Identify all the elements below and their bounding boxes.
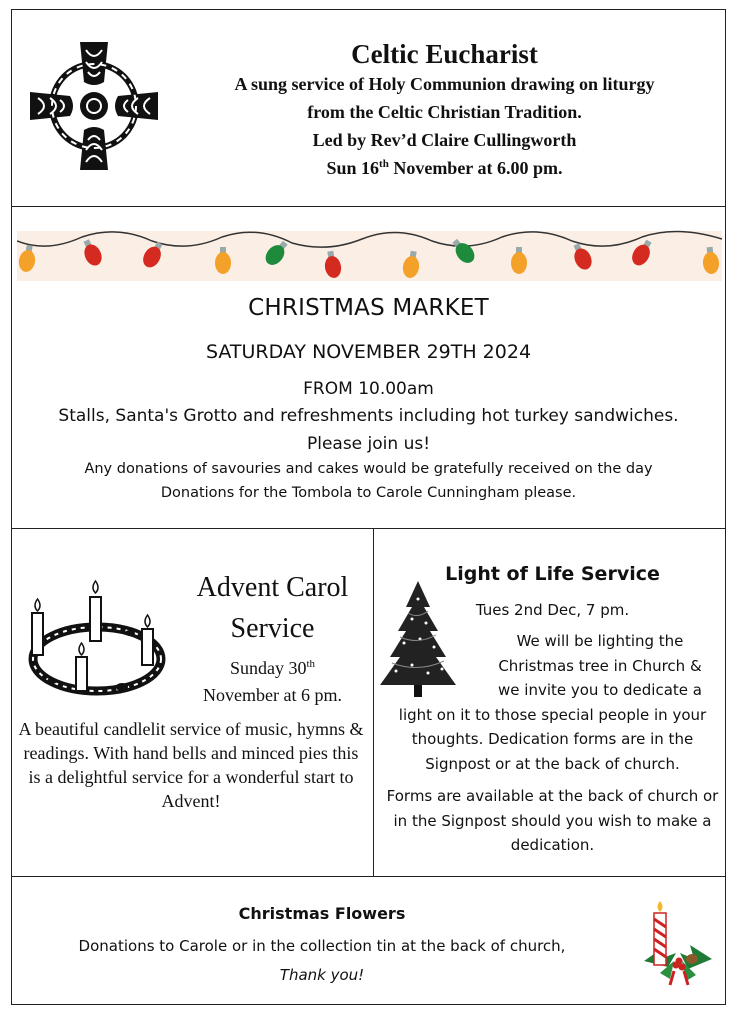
advent-description: A beautiful candlelit service of music, hymns & readings. With hand bells and minced pies this is a delightful service for a wonderful start to Advent!: [18, 719, 364, 811]
advent-title-line-1: Advent Carol: [196, 572, 349, 603]
flowers-thanks: Thank you!: [279, 966, 365, 984]
light-of-life-description: [380, 629, 725, 776]
celtic-line-2: from the Celtic Christian Tradition.: [307, 102, 582, 122]
advent-date-pre: Sunday 30: [229, 658, 307, 678]
advent-wreath-icon: [22, 577, 172, 707]
market-donations-1: Any donations of savouries and cakes would be gratefully received on the day: [84, 461, 653, 477]
light-of-life-date: Tues 2nd Dec, 7 pm.: [475, 601, 630, 619]
flowers-text: Donations to Carole or in the collection tin at the back of church,: [78, 937, 566, 955]
market-title: CHRISTMAS MARKET: [248, 295, 489, 321]
light-of-life-desc-4: light on it to those special people in your thoughts. Dedication forms are in the Signpost or at the back of church.: [398, 705, 707, 773]
market-time: FROM 10.00am: [303, 379, 434, 399]
market-join: Please join us!: [306, 434, 431, 454]
candle-holly-icon: [640, 899, 715, 989]
celtic-line-3: Led by Rev’d Claire Cullingworth: [312, 130, 577, 150]
market-stalls: Stalls, Santa's Grotto and refreshments including hot turkey sandwiches.: [58, 406, 679, 426]
celtic-eucharist-section: [12, 10, 725, 207]
column-divider: [373, 529, 374, 876]
light-of-life-forms: Forms are available at the back of church or in the Signpost should you wish to make a dedication.: [386, 787, 719, 854]
celtic-text-block: [172, 38, 717, 182]
light-of-life-title: Light of Life Service: [445, 563, 660, 585]
celtic-date-post: November at 6.00 pm.: [388, 158, 563, 178]
celtic-line-1: A sung service of Holy Communion drawing on liturgy: [234, 74, 655, 94]
advent-date-sup: th: [306, 658, 316, 670]
light-of-life-desc-1: We will be lighting the: [516, 632, 684, 650]
advent-date-line-1: [180, 655, 365, 682]
advent-date-line-2: November at 6 pm.: [203, 685, 342, 705]
christmas-market-section: [12, 207, 725, 529]
celtic-date-sup: th: [379, 158, 389, 170]
advent-title: [180, 567, 365, 649]
celtic-title: Celtic Eucharist: [351, 39, 538, 69]
celtic-date-pre: Sun 16: [326, 158, 380, 178]
celtic-cross-icon: [28, 40, 160, 172]
light-of-life-desc-3: we invite you to dedicate a: [498, 681, 702, 699]
christmas-flowers-section: [12, 877, 725, 1004]
market-date: SATURDAY NOVEMBER 29TH 2024: [205, 341, 532, 363]
christmas-lights-banner: [17, 227, 722, 285]
advent-title-line-2: Service: [230, 613, 315, 644]
celtic-date: [172, 154, 717, 182]
advent-date: [180, 655, 365, 709]
newsletter-page: [11, 9, 726, 1005]
services-section: [12, 529, 725, 877]
market-donations-2: Donations for the Tombola to Carole Cunningham please.: [160, 485, 577, 501]
light-of-life-desc-2: Christmas tree in Church &: [498, 656, 702, 675]
flowers-title: Christmas Flowers: [238, 904, 406, 923]
